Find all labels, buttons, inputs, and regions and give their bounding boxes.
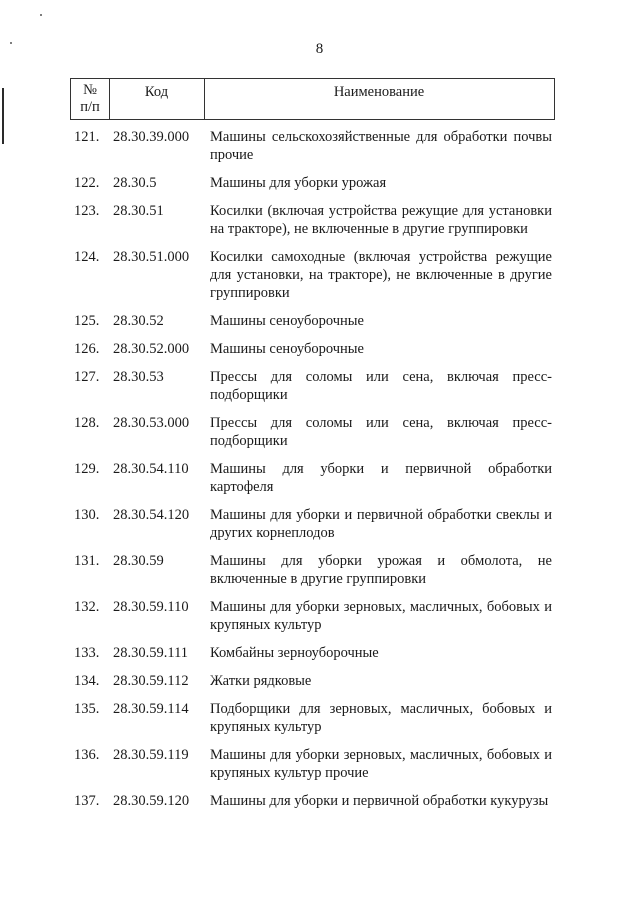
table-row [0, 128, 639, 164]
row-code: 28.30.39.000 [113, 129, 190, 145]
row-name: Машины сеноуборочные [210, 313, 364, 329]
row-number: 130. [74, 507, 100, 523]
row-number: 136. [74, 747, 100, 763]
table-row [0, 598, 639, 634]
row-code: 28.30.59.114 [113, 701, 189, 717]
table-row [0, 340, 639, 358]
header-code: Код [144, 84, 169, 100]
table-row [0, 414, 639, 450]
row-number: 121. [74, 129, 100, 145]
table-row [0, 700, 639, 736]
table-row [0, 460, 639, 496]
row-name: Машины для уборки зерновых, масличных, бобовых и крупяных культур [210, 599, 552, 633]
table-header [70, 78, 555, 120]
row-number: 133. [74, 645, 100, 661]
row-code: 28.30.59.111 [113, 645, 189, 661]
header-name: Наименование [333, 84, 425, 100]
row-number: 129. [74, 461, 100, 477]
row-number: 128. [74, 415, 100, 431]
row-name: Машины для уборки урожая и обмолота, не включенные в другие группировки [210, 553, 552, 587]
row-name: Косилки (включая устройства режущие для установки на тракторе), не включенные в другие группировки [210, 203, 552, 237]
row-name: Подборщики для зерновых, масличных, бобовых и крупяных культур [210, 701, 552, 735]
row-code: 28.30.59 [113, 553, 164, 569]
row-number: 122. [74, 175, 100, 191]
row-code: 28.30.54.120 [113, 507, 190, 523]
row-code: 28.30.59.120 [113, 793, 190, 809]
row-number: 124. [74, 249, 100, 265]
header-number [71, 82, 109, 116]
table-row [0, 644, 639, 662]
table-row [0, 746, 639, 782]
header-number-label: № п/п [80, 82, 100, 115]
row-code: 28.30.59.110 [113, 599, 189, 615]
row-number: 131. [74, 553, 100, 569]
page-number: 8 [315, 41, 324, 57]
scan-speck [40, 14, 42, 16]
table-row [0, 248, 639, 302]
table-body [0, 128, 639, 820]
table-row [0, 312, 639, 330]
row-code: 28.30.51.000 [113, 249, 190, 265]
row-number: 134. [74, 673, 100, 689]
row-name: Прессы для соломы или сена, включая пресс-подборщики [210, 415, 552, 449]
table-row [0, 202, 639, 238]
row-code: 28.30.51 [113, 203, 164, 219]
table-row [0, 368, 639, 404]
table-row [0, 792, 639, 810]
row-name: Машины для уборки урожая [210, 175, 387, 191]
row-code: 28.30.52 [113, 313, 164, 329]
row-code: 28.30.52.000 [113, 341, 190, 357]
row-code: 28.30.59.112 [113, 673, 189, 689]
row-number: 126. [74, 341, 100, 357]
row-name: Косилки самоходные (включая устройства режущие для установки, на тракторе), не включенные в другие группировки [210, 249, 552, 301]
row-name: Машины сельскохозяйственные для обработки почвы прочие [210, 129, 552, 163]
table-row [0, 506, 639, 542]
row-name: Машины для уборки и первичной обработки кукурузы [210, 793, 549, 809]
row-code: 28.30.53.000 [113, 415, 190, 431]
table-row [0, 552, 639, 588]
table-row [0, 174, 639, 192]
row-name: Машины для уборки и первичной обработки свеклы и других корнеплодов [210, 507, 552, 541]
row-number: 125. [74, 313, 100, 329]
table-row [0, 672, 639, 690]
row-code: 28.30.54.110 [113, 461, 189, 477]
row-number: 135. [74, 701, 100, 717]
row-code: 28.30.53 [113, 369, 164, 385]
row-name: Комбайны зерноуборочные [210, 645, 379, 661]
row-code: 28.30.59.119 [113, 747, 189, 763]
row-code: 28.30.5 [113, 175, 157, 191]
row-name: Машины для уборки зерновых, масличных, бобовых и крупяных культур прочие [210, 747, 552, 781]
row-number: 127. [74, 369, 100, 385]
row-name: Прессы для соломы или сена, включая пресс-подборщики [210, 369, 552, 403]
row-number: 137. [74, 793, 100, 809]
row-name: Машины для уборки и первичной обработки картофеля [210, 461, 552, 495]
row-name: Жатки рядковые [210, 673, 312, 689]
row-number: 132. [74, 599, 100, 615]
row-name: Машины сеноуборочные [210, 341, 364, 357]
row-number: 123. [74, 203, 100, 219]
